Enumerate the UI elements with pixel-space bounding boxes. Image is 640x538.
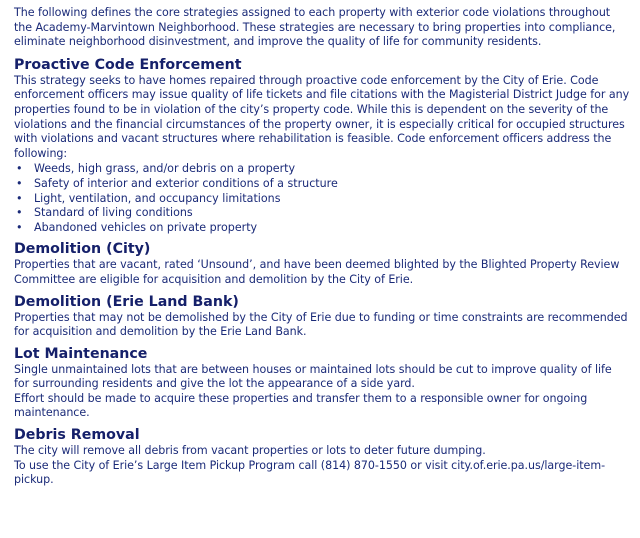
list-item: [14, 221, 630, 236]
section-paragraph: Effort should be made to acquire these properties and transfer them to a responsible owner for ongoing maintenance.: [14, 391, 588, 420]
bullet-icon: •: [16, 220, 23, 234]
section-heading: Proactive Code Enforcement: [14, 56, 242, 73]
list-item-text: Light, ventilation, and occupancy limitations: [34, 191, 281, 205]
section-paragraph: Properties that may not be demolished by the City of Erie due to funding or time constraints are recommended for acquisition and demolition by the Erie Land Bank.: [14, 310, 628, 339]
section-debris-removal: [14, 427, 630, 488]
section-paragraph: To use the City of Erie’s Large Item Pickup Program call (814) 870-1550 or visit city.of.erie.pa.us/large-item-pickup.: [14, 458, 606, 487]
list-item-text: Safety of interior and exterior conditions of a structure: [34, 176, 338, 190]
list-item: [14, 177, 630, 192]
section-paragraph: The city will remove all debris from vacant properties or lots to deter future dumping.: [14, 444, 486, 458]
bullet-icon: •: [16, 162, 23, 176]
intro-paragraph: The following defines the core strategies assigned to each property with exterior code violations throughout the Academy-Marvintown Neighborhood. These strategies are necessary to bring properties into compliance, eliminate neighborhood disinvestment, and improve the quality of life for community residents.: [14, 6, 616, 49]
section-paragraph: Properties that are vacant, rated ‘Unsound’, and have been deemed blighted by the Blighted Property Review Committee are eligible for acquisition and demolition by the City of Erie.: [14, 258, 620, 286]
section-paragraph: This strategy seeks to have homes repaired through proactive code enforcement by the City of Erie. Code enforcement officers may issue quality of life tickets and file citations with the Magisterial District Judge for any properties found to be in violation of the city’s property code. While this is dependent on the severity of the violations and the financial circumstances of the property owner, it is especially critical for occupied structures with violations and vacant structures where rehabilitation is feasible. Code enforcement officers address the following:: [14, 73, 630, 160]
violation-list: [14, 162, 630, 235]
list-item: [14, 162, 630, 177]
section-heading: Debris Removal: [14, 427, 140, 444]
bullet-icon: •: [16, 206, 23, 220]
section-heading: Demolition (City): [14, 241, 151, 258]
list-item-text: Standard of living conditions: [34, 206, 193, 220]
section-proactive-code-enforcement: [14, 57, 630, 236]
list-item: [14, 206, 630, 221]
bullet-icon: •: [16, 176, 23, 190]
section-demolition-city: [14, 241, 630, 287]
list-item-text: Abandoned vehicles on private property: [34, 220, 258, 234]
section-paragraph: Single unmaintained lots that are between houses or maintained lots should be cut to improve quality of life for surrounding residents and give the lot the appearance of a side yard.: [14, 362, 612, 391]
list-item-text: Weeds, high grass, and/or debris on a property: [34, 162, 296, 176]
section-lot-maintenance: [14, 346, 630, 421]
section-heading: Lot Maintenance: [14, 345, 148, 362]
section-demolition-erie-land-bank: [14, 294, 630, 340]
bullet-icon: •: [16, 191, 23, 205]
list-item: [14, 192, 630, 207]
section-heading: Demolition (Erie Land Bank): [14, 293, 239, 310]
